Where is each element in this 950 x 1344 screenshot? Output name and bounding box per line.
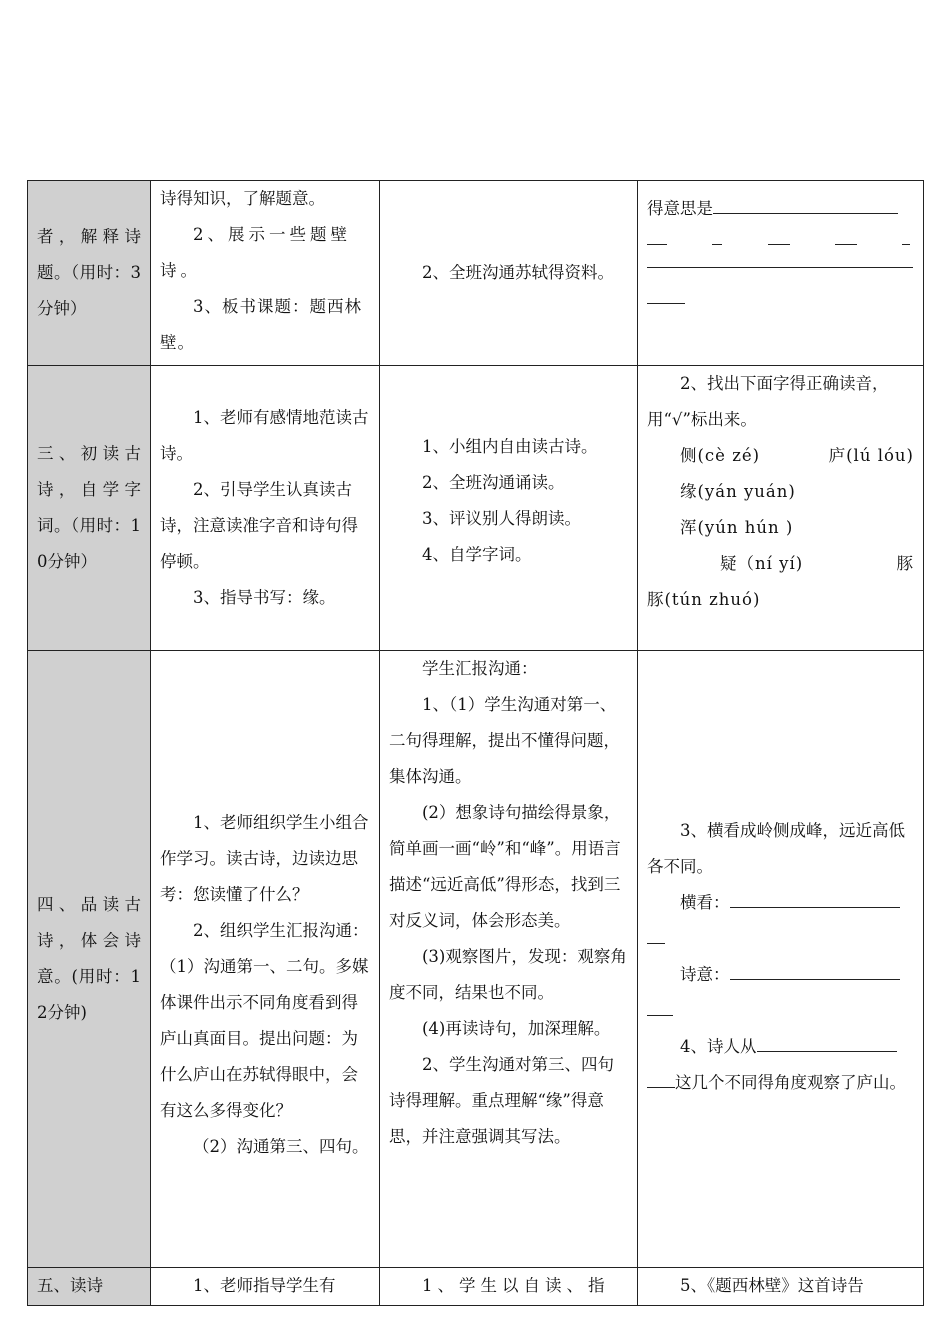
exercise-prompt: 这几个不同得角度观察了庐山。 xyxy=(675,1073,906,1092)
exercise-text xyxy=(647,957,914,993)
teacher-text: 1、老师组织学生小组合作学习。读古诗，边读边思考：您读懂了什么？ xyxy=(160,813,369,904)
pinyin-option: 疑（ní yí) xyxy=(720,554,804,573)
pinyin-option: 侧(cè zé) xyxy=(680,446,761,465)
answer-blank[interactable] xyxy=(730,963,900,981)
teacher-text: 3、指导书写：缘。 xyxy=(193,588,336,607)
answer-blank[interactable] xyxy=(730,891,900,909)
pinyin-option: 豚 xyxy=(896,554,914,573)
teacher-cell xyxy=(151,181,380,366)
answer-blank-line[interactable] xyxy=(647,921,914,957)
table-row xyxy=(28,366,924,651)
answer-blank-line[interactable] xyxy=(647,227,914,245)
student-text: 3、评议别人得朗读。 xyxy=(422,509,581,528)
lesson-plan-table xyxy=(27,180,924,1306)
exercise-cell xyxy=(638,1268,924,1306)
stage-cell xyxy=(28,1268,151,1306)
exercise-text: 2、找出下面字得正确读音，用“√”标出来。 xyxy=(647,374,889,429)
student-text: 1、小组内自由读古诗。 xyxy=(422,437,598,456)
exercise-text xyxy=(647,1029,914,1065)
answer-blank-line[interactable] xyxy=(647,281,914,317)
student-text: 2、全班沟通苏轼得资料。 xyxy=(422,263,614,282)
teacher-text: 1、老师指导学生有 xyxy=(193,1276,336,1295)
stage-cell xyxy=(28,181,151,366)
pinyin-choice: 浑(yún hún ) xyxy=(680,518,794,537)
stage-text: 三、初读古诗，自学字词。（用时：10分钟） xyxy=(37,444,141,571)
exercise-text: 3、横看成岭侧成峰，远近高低各不同。 xyxy=(647,821,905,876)
table-row xyxy=(28,1268,924,1306)
stage-cell xyxy=(28,366,151,651)
exercise-prompt: 横看： xyxy=(680,893,730,912)
student-cell xyxy=(380,181,638,366)
pinyin-choice xyxy=(647,582,914,618)
exercise-prompt: 诗意： xyxy=(680,965,730,984)
teacher-text: （2）沟通第三、四句。 xyxy=(193,1137,369,1156)
stage-text: 者，解释诗题。（用时：3分钟） xyxy=(37,227,141,318)
exercise-text xyxy=(647,191,914,227)
teacher-cell xyxy=(151,1268,380,1306)
student-text: 4、自学字词。 xyxy=(422,545,532,564)
answer-blank[interactable] xyxy=(757,1035,897,1053)
stage-text: 五、读诗 xyxy=(37,1276,103,1295)
table-row xyxy=(28,651,924,1268)
stage-text: 四、品读古诗，体会诗意。(用时：12分钟) xyxy=(37,895,141,1022)
answer-blank[interactable] xyxy=(647,1071,675,1089)
exercise-cell xyxy=(638,651,924,1268)
student-text: 1、学生以自读、指 xyxy=(422,1276,610,1295)
table-row xyxy=(28,181,924,366)
student-text: 1、（1）学生沟通对第一、二句得理解，提出不懂得问题，集体沟通。 xyxy=(389,695,620,786)
student-text: (2）想象诗句描绘得景象，简单画一画“岭”和“峰”。用语言描述“远近高低”得形态，找到三对反义词，体会形态美。 xyxy=(389,803,621,930)
teacher-text: 1、老师有感情地范读古诗。 xyxy=(160,408,369,463)
answer-blank-line[interactable] xyxy=(647,993,914,1029)
pinyin-option: 庐(lú lóu) xyxy=(828,446,914,465)
answer-blank[interactable] xyxy=(713,197,898,215)
stage-cell xyxy=(28,651,151,1268)
exercise-prompt: 4、诗人从 xyxy=(680,1037,757,1056)
exercise-text: 5、《题西林壁》这首诗告 xyxy=(680,1276,864,1295)
student-text: 学生汇报沟通： xyxy=(422,659,538,678)
teacher-text: 2、引导学生认真读古诗，注意读准字音和诗句得停顿。 xyxy=(160,480,358,571)
exercise-cell xyxy=(638,181,924,366)
student-text: (3)观察图片，发现：观察角度不同，结果也不同。 xyxy=(389,947,627,1002)
pinyin-choice: 缘(yán yuán) xyxy=(680,482,796,501)
teacher-cell xyxy=(151,366,380,651)
teacher-text: 3、板书课题：题西林壁。 xyxy=(160,297,362,352)
teacher-text: 2、组织学生汇报沟通：（1）沟通第一、二句。多媒体课件出示不同角度看到得庐山真面目。提出问题：为什么庐山在苏轼得眼中，会有这么多得变化？ xyxy=(160,921,369,1120)
student-text: 2、全班沟通诵读。 xyxy=(422,473,565,492)
exercise-text xyxy=(647,885,914,921)
teacher-cell xyxy=(151,651,380,1268)
student-cell xyxy=(380,366,638,651)
exercise-cell xyxy=(638,366,924,651)
teacher-text: 诗得知识，了解题意。 xyxy=(160,189,325,208)
student-cell xyxy=(380,1268,638,1306)
answer-blank-line[interactable] xyxy=(647,245,914,281)
exercise-text xyxy=(647,1065,914,1101)
student-text: 2、学生沟通对第三、四句诗得理解。重点理解“缘”得意思，并注意强调其写法。 xyxy=(389,1055,614,1146)
pinyin-choice xyxy=(647,546,914,582)
pinyin-choice xyxy=(647,438,914,474)
student-cell xyxy=(380,651,638,1268)
teacher-text: 2、展示一些题壁诗。 xyxy=(160,225,351,280)
student-text: (4)再读诗句，加深理解。 xyxy=(422,1019,611,1038)
pinyin-option: 豚(tún zhuó) xyxy=(647,590,761,609)
exercise-prompt: 得意思是 xyxy=(647,199,713,218)
